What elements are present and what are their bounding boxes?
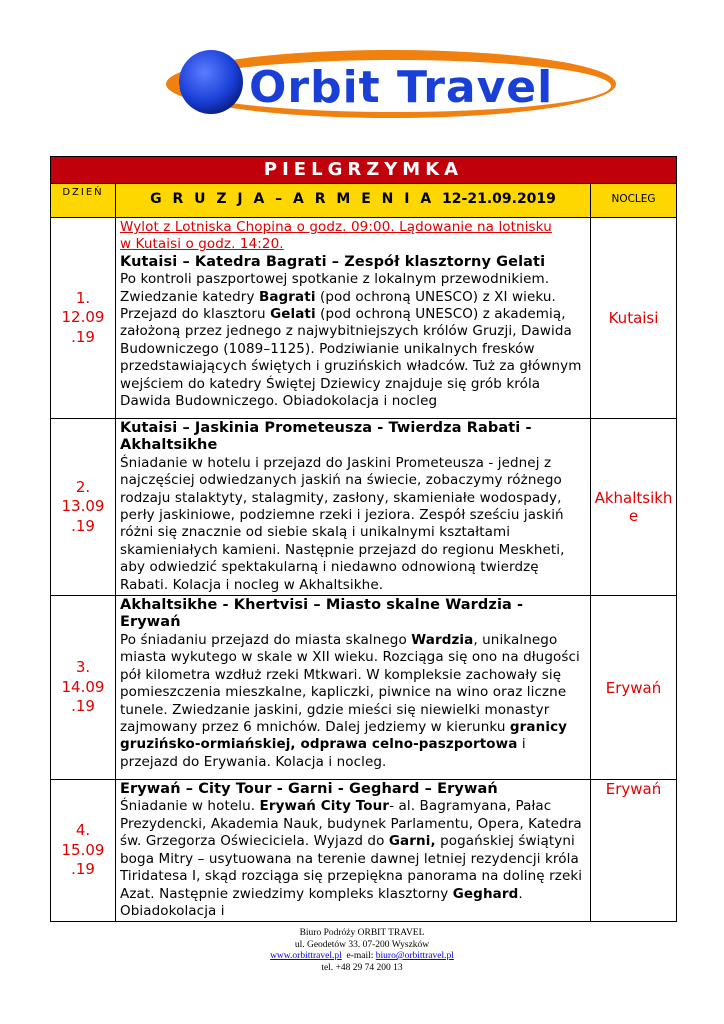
night-location: Erywań <box>605 678 662 697</box>
email-link[interactable]: biuro@orbittravel.pl <box>375 951 454 961</box>
day-year: .19 <box>71 860 95 879</box>
table-row <box>51 780 677 922</box>
company-phone: tel. +48 29 74 200 13 <box>321 962 403 973</box>
header-dates: 12-21.09.2019 <box>442 191 556 207</box>
program-cell <box>116 596 591 780</box>
day-year: .19 <box>71 516 95 535</box>
day-heading: Kutaisi – Katedra Bagrati – Zespół klasztorny Gelati <box>120 253 546 270</box>
night-cell <box>591 218 677 419</box>
table-row <box>51 218 677 419</box>
day-heading: Kutaisi – Jaskinia Prometeusza - Twierdza Rabati - Akhaltsikhe <box>120 420 532 454</box>
website-link[interactable]: www.orbittravel.pl <box>270 951 342 961</box>
company-address: ul. Geodetów 33. 07-200 Wyszków <box>294 939 430 950</box>
night-cell <box>591 419 677 596</box>
text-run: Po kontroli paszportowej spotkanie z lokalnym przewodnikiem. Zwiedzanie katedry <box>120 271 550 305</box>
night-location-cont: e <box>628 507 639 526</box>
table-row <box>51 596 677 780</box>
flight-info: Wylot z Lotniska Chopina o godz. 09:00. Lądowanie na lotnisku w Kutaisi o godz. 14:20. <box>120 219 552 253</box>
itinerary-table <box>50 156 677 922</box>
header-route <box>116 184 591 218</box>
text-run: , unikalnego miasta wykutego w skale w XII wieku. Rozciąga się ono na długości pół kilometra wzdłuż rzeki Mtkwari. W kompleksie zachowały się pomieszczenia mieszkalne, kapliczki, piwnice na wino oraz liczne tunele. Zwiedzanie jaskini, gdzie mieści się niewielki monastyr zajmowany przez 6 mnichów. Dalej jedziemy w kierunku <box>120 631 580 735</box>
text-run: - al. Bagramyana, Pałac Prezydencki, Akademia Nauk, budynek Parlamentu, Opera, Katedra św. Grzegorza Oświeciciela. Wyjazd do <box>120 798 582 850</box>
bold-text: Wardzia <box>411 631 474 648</box>
program-cell <box>116 780 591 922</box>
night-cell <box>591 596 677 780</box>
program-cell <box>116 218 591 419</box>
day-date: 14.09 <box>61 677 105 696</box>
header-route-name: G R U Z J A – A R M E N I A <box>150 191 435 207</box>
bold-text: Gelati <box>270 306 316 323</box>
bold-text: Garni, <box>388 833 436 850</box>
night-cell <box>591 780 677 922</box>
day-number: 4. <box>75 821 91 840</box>
text-run: Śniadanie w hotelu i przejazd do Jaskini Prometeusza - jednej z najczęściej odwiedzanych jaskiń na świecie, zobaczymy różnego rodzaju stalaktyty, stalagmity, zasłony, skamieniałe wodospady, perły jaskiniowe, podziemne rzeki i jeziora. Zespół sześciu jaskiń różni się znacznie od siebie skalą i unikalnymi kształtami skamieniałych kamieni. Następnie przejazd do regionu Meskheti, aby odwiedzić spektakularną i niedawno odnowioną twierdzę Rabati. Kolacja i nocleg w Akhaltsikhe. <box>120 454 565 593</box>
text-run: Śniadanie w hotelu. <box>120 798 260 815</box>
text-run: i przejazd do Erywania. Kolacja i nocleg. <box>120 736 526 770</box>
day-description <box>120 632 588 771</box>
day-heading: Akhaltsikhe - Khertvisi – Miasto skalne Wardzia - Erywań <box>120 597 524 631</box>
day-cell <box>51 218 116 419</box>
day-date: 13.09 <box>61 497 105 516</box>
table-title: PIELGRZYMKA <box>51 157 677 184</box>
day-description <box>120 798 588 920</box>
night-location: Erywań <box>605 780 662 799</box>
orbit-travel-logo <box>163 44 631 124</box>
day-cell <box>51 780 116 922</box>
header-row <box>51 184 677 218</box>
text-run: (pod ochroną UNESCO) z XI wieku. Przejazd do klasztoru <box>120 288 556 323</box>
text-run: (pod ochroną UNESCO) z akademią, założoną przez jednego z najwybitniejszych królów Gruzji, Dawida Budowniczego (1089–1125). Podziwianie unikalnych fresków przedstawiających świętych i gruzińskich władców. Tuż za głównym wejściem do katedry Świętej Dziewicy znajduje się grób króla Dawida Budowniczego. Obiadokolacja i nocleg <box>120 306 582 410</box>
text-run: . Obiadokolacja i <box>120 885 523 919</box>
table-row <box>51 419 677 596</box>
header-night: NOCLEG <box>591 184 677 218</box>
bold-text: Bagrati <box>258 288 316 305</box>
day-number: 3. <box>75 658 91 677</box>
day-description <box>120 271 588 410</box>
day-year: .19 <box>71 327 95 346</box>
email-label: e-mail: <box>341 951 376 961</box>
logo-text: Orbit Travel <box>249 62 554 113</box>
contact-line <box>0 951 724 963</box>
day-date: 15.09 <box>61 840 105 859</box>
bold-text: granicy gruzińsko-ormiańskiej, odprawa celno-paszportowa <box>120 718 568 753</box>
footer <box>0 928 724 974</box>
text-run: Po śniadaniu przejazd do miasta skalnego <box>120 631 412 648</box>
night-location: Akhaltsikh <box>594 489 673 508</box>
day-cell <box>51 596 116 780</box>
day-year: .19 <box>71 697 95 716</box>
night-location: Kutaisi <box>608 309 659 327</box>
day-heading: Erywań – City Tour - Garni - Geghard – Erywań <box>120 781 498 798</box>
title-row <box>51 157 677 184</box>
day-description <box>120 455 588 594</box>
bold-text: Erywań City Tour <box>259 798 390 815</box>
text-run: pogańskiej świątyni boga Mitry – usytuowana na terenie dawnej letniej rezydencji króla Tiridatesa I, skąd rozciąga się przepiękna panorama na dolinę rzeki Azat. Następnie zwiedzimy kompleks klasztorny <box>120 833 583 902</box>
bold-text: Geghard <box>452 885 519 902</box>
day-cell <box>51 419 116 596</box>
planet-icon <box>179 50 243 114</box>
company-name: Biuro Podróży ORBIT TRAVEL <box>299 928 425 938</box>
day-number: 1. <box>75 288 91 307</box>
day-date: 12.09 <box>61 308 105 327</box>
program-cell <box>116 419 591 596</box>
header-day: DZIEŃ <box>51 184 116 218</box>
day-number: 2. <box>75 477 91 496</box>
